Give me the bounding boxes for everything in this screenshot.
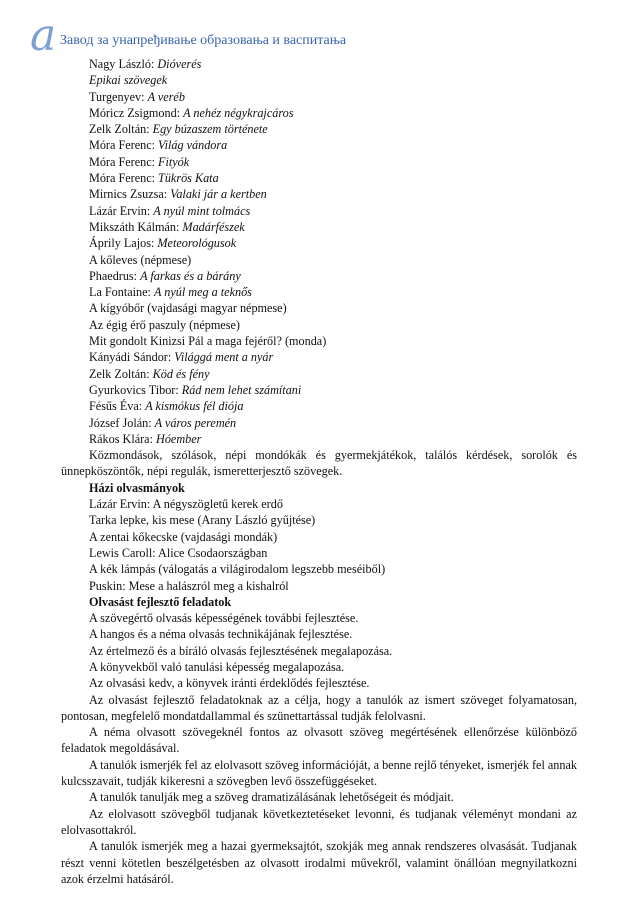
paragraph: A tanulók ismerjék meg a hazai gyermeksajtót, szokják meg annak rendszeres olvasását. Tudjanak részt venni kötetlen beszélgetésben az olvasott irodalmi művekről, valamint önállóan megnyilatkozni azok érzelmi hatásáról. — [61, 839, 577, 886]
work-author: Az égig érő paszuly (népmese) — [89, 317, 240, 332]
heading-home-reading: Házi olvasmányok — [89, 480, 185, 495]
work-title: Rád nem lehet számítani — [181, 382, 302, 397]
paragraph: A néma olvasott szövegeknél fontos az olvasott szöveg megértésének ellenőrzése különböző feladatok megoldásával. — [61, 725, 577, 756]
page-header — [30, 10, 630, 61]
work-author: Áprily Lajos: — [89, 236, 158, 251]
work-author: Móra Ferenc: — [89, 154, 159, 169]
list-item: Tarka lepke, kis mese (Arany László gyűjtése) — [89, 513, 316, 528]
list-item — [61, 431, 577, 447]
work-title: A farkas és a bárány — [140, 268, 241, 283]
paragraph: Az olvasást fejlesztő feladatoknak az a célja, hogy a tanulók az ismert szöveget folyamatosan, pontosan, megfelelő mondatdallammal és szünettartással tudják felolvasni. — [61, 692, 577, 723]
heading-tasks: Olvasást fejlesztő feladatok — [89, 594, 232, 609]
work-author: Móra Ferenc: — [89, 171, 159, 186]
works-list — [61, 56, 577, 447]
work-author: Phaedrus: — [89, 268, 141, 283]
list-item — [61, 105, 577, 121]
work-author: A kőleves (népmese) — [89, 252, 192, 267]
list-item — [61, 300, 577, 316]
list-item: Az értelmező és a bíráló olvasás fejlesztésének megalapozása. — [89, 643, 393, 658]
work-author: Lázár Ervin: — [89, 203, 154, 218]
work-author: Mirnics Zsuzsa: — [89, 187, 171, 202]
paragraph: A tanulók ismerjék fel az elolvasott szöveg információját, a benne rejlő tényeket, ismerjék fel annak kulcsszavait, tudják kikeresni a szövegben levő összefüggéseket. — [61, 757, 577, 789]
work-author: Zelk Zoltán: — [89, 122, 153, 137]
list-item — [61, 333, 577, 349]
work-title: Világ vándora — [158, 138, 228, 153]
work-author: Kányádi Sándor: — [89, 350, 175, 365]
list-item: Lázár Ervin: A négyszögletű kerek erdő — [89, 497, 283, 512]
list-item — [61, 252, 577, 268]
work-author: Móra Ferenc: — [89, 138, 159, 153]
work-title: A nehéz négykrajcáros — [183, 105, 294, 120]
document-body — [61, 56, 577, 887]
list-item: Az olvasási kedv, a könyvek iránti érdeklődés fejlesztése. — [89, 676, 370, 691]
work-title: Hóember — [156, 431, 202, 446]
list-item — [61, 203, 577, 219]
list-item — [61, 366, 577, 382]
work-title: A város peremén — [154, 415, 237, 430]
list-item — [61, 349, 577, 365]
paragraph: A tanulók tanulják meg a szöveg dramatizálásának lehetőségeit és módjait. — [89, 790, 454, 805]
work-title: Epikai szövegek — [89, 73, 168, 88]
institute-logo: a — [30, 10, 57, 61]
list-item — [61, 235, 577, 251]
list-item: A könyvekből való tanulási képesség megalapozása. — [89, 659, 345, 674]
list-item: Puskin: Mese a halászról meg a kishalról — [89, 578, 289, 593]
work-title: Tükrös Kata — [158, 171, 219, 186]
work-author: A kígyóbőr (vajdasági magyar népmese) — [89, 301, 287, 316]
work-author: Fésűs Éva: — [89, 399, 146, 414]
list-item — [61, 186, 577, 202]
paragraph: Az elolvasott szövegből tudjanak következtetéseket levonni, és tudjanak véleményt mondani az elolvasottakról. — [61, 806, 577, 837]
work-author: Mikszáth Kálmán: — [89, 219, 183, 234]
work-title: A nyúl mint tolmács — [153, 203, 251, 218]
list-item: A szövegértő olvasás képességének további fejlesztése. — [89, 611, 359, 626]
list-item — [61, 284, 577, 300]
work-author: Rákos Klára: — [89, 431, 157, 446]
work-author: Zelk Zoltán: — [89, 366, 153, 381]
list-item — [61, 415, 577, 431]
list-item — [61, 72, 577, 88]
work-title: Világgá ment a nyár — [174, 350, 274, 365]
work-title: Köd és fény — [152, 366, 210, 381]
list-item — [61, 268, 577, 284]
list-item: A zentai kőkecske (vajdasági mondák) — [89, 529, 278, 544]
list-item: A kék lámpás (válogatás a világirodalom legszebb meséiből) — [89, 562, 386, 577]
work-title: Dióverés — [157, 57, 202, 71]
home-reading-list — [61, 496, 577, 594]
tasks-list — [61, 610, 577, 691]
work-author: Nagy László: — [89, 57, 158, 71]
work-title: A nyúl meg a teknős — [153, 285, 252, 300]
list-item — [61, 121, 577, 137]
work-title: Valaki jár a kertben — [170, 187, 267, 202]
list-item — [61, 137, 577, 153]
work-title: Fityók — [158, 154, 190, 169]
list-item — [61, 219, 577, 235]
list-item: A hangos és a néma olvasás technikájának fejlesztése. — [89, 627, 353, 642]
work-author: La Fontaine: — [89, 285, 154, 300]
work-title: Madárfészek — [182, 219, 245, 234]
list-item — [61, 56, 577, 72]
work-author: Gyurkovics Tibor: — [89, 382, 182, 397]
work-title: Meteorológusok — [157, 236, 237, 251]
work-author: József Jolán: — [89, 415, 155, 430]
work-author: Móricz Zsigmond: — [89, 105, 184, 120]
work-author: Turgenyev: — [89, 89, 148, 104]
header-title: Завод за унапређивање образовања и васпитања — [60, 33, 347, 48]
list-item — [61, 398, 577, 414]
work-title: A kismókus fél diója — [145, 399, 244, 414]
paragraph-folklore: Közmondások, szólások, népi mondókák és gyermekjátékok, találós kérdések, sorolók és ünnepköszöntők, népi regulák, ismeretterjesztő szövegek. — [61, 448, 577, 479]
work-title: Egy búzaszem története — [152, 122, 268, 137]
list-item — [61, 382, 577, 398]
list-item — [61, 89, 577, 105]
list-item — [61, 317, 577, 333]
list-item: Lewis Caroll: Alice Csodaországban — [89, 545, 268, 560]
list-item — [61, 154, 577, 170]
work-title: A veréb — [147, 89, 185, 104]
work-author: Mit gondolt Kinizsi Pál a maga fejéről? (monda) — [89, 334, 327, 349]
paragraphs — [61, 692, 577, 888]
list-item — [61, 170, 577, 186]
